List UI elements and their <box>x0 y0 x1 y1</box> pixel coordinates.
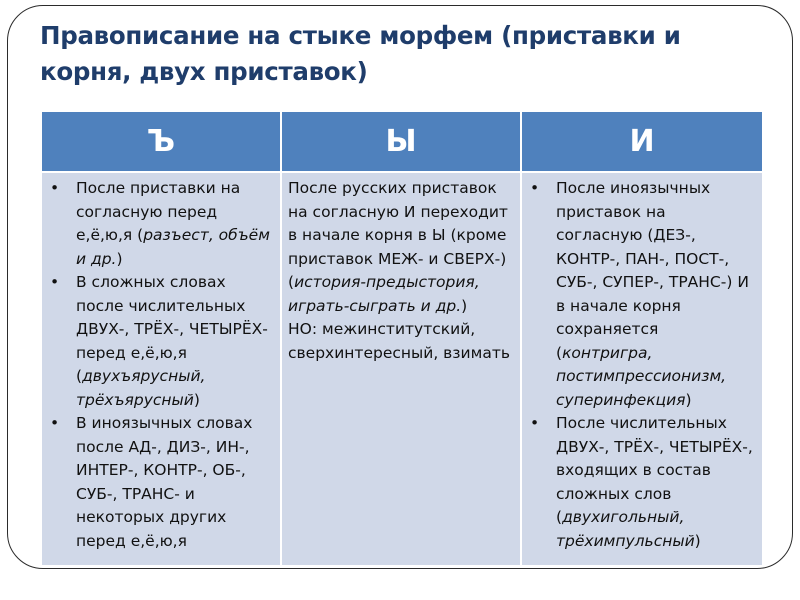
list-item <box>48 177 274 271</box>
cell-hard-sign-rules <box>42 173 280 565</box>
rule-examples: история-предыстория, играть-сыграть и др. <box>288 273 480 315</box>
spelling-rules-table <box>40 112 764 565</box>
header-hard-sign: Ъ <box>42 112 280 173</box>
rule-text-end: ) <box>694 531 701 550</box>
header-y: Ы <box>282 112 520 173</box>
table-header-row <box>42 112 762 173</box>
bullet-icon: • <box>50 179 60 197</box>
rule-exception: НО: межинститутский, сверхинтересный, взимать <box>288 320 510 362</box>
list-item <box>48 271 274 412</box>
rule-text: После иноязычных приставок на согласную (ДЕЗ-, КОНТР-, ПАН-, ПОСТ-, СУБ-, СУПЕР-, ТРАНС-) И в начале корня сохраняется ( <box>556 179 749 362</box>
hard-sign-rule-list <box>48 177 274 553</box>
header-i: И <box>522 112 762 173</box>
bullet-icon: • <box>530 414 540 432</box>
rule-text: В иноязычных словах после АД-, ДИЗ-, ИН-, ИНТЕР-, КОНТР-, ОБ-, СУБ-, ТРАНС- и некоторых других перед е,ё,ю,я <box>76 414 253 550</box>
rule-examples: двухъярусный, трёхъярусный <box>76 367 206 409</box>
slide-title: Правописание на стыке морфем (приставки и корня, двух приставок) <box>40 21 681 86</box>
list-item <box>528 412 756 553</box>
rule-examples: двухигольный, трёхимпульсный <box>556 508 695 550</box>
rule-text-end: ) <box>193 390 200 409</box>
table-row <box>42 173 762 565</box>
y-rule-paragraph <box>288 177 514 365</box>
rule-text: После числительных ДВУХ-, ТРЁХ-, ЧЕТЫРЁХ-, входящих в состав сложных слов ( <box>556 414 753 526</box>
bullet-icon: • <box>530 179 540 197</box>
bullet-icon: • <box>50 273 60 291</box>
rule-text-end: ) <box>685 390 692 409</box>
bullet-icon: • <box>50 414 60 432</box>
i-rule-list <box>528 177 756 553</box>
rule-text-end: ) <box>461 296 468 315</box>
rule-examples: разъест, объём и др. <box>76 226 270 268</box>
rule-text-end: ) <box>116 249 123 268</box>
cell-i-rules <box>522 173 762 565</box>
rule-text: После русских приставок на согласную И переходит в начале корня в Ы (кроме приставок МЕЖ- и СВЕРХ-) ( <box>288 179 508 291</box>
rule-examples: контригра, постимпрессионизм, суперинфекция <box>556 343 727 409</box>
rule-text: В сложных словах после числительных ДВУХ-, ТРЁХ-, ЧЕТЫРЁХ- перед е,ё,ю,я ( <box>76 273 268 385</box>
rule-text: После приставки на согласную перед е,ё,ю,я ( <box>76 179 241 244</box>
list-item <box>48 412 274 553</box>
cell-y-rules <box>282 173 520 565</box>
list-item <box>528 177 756 412</box>
